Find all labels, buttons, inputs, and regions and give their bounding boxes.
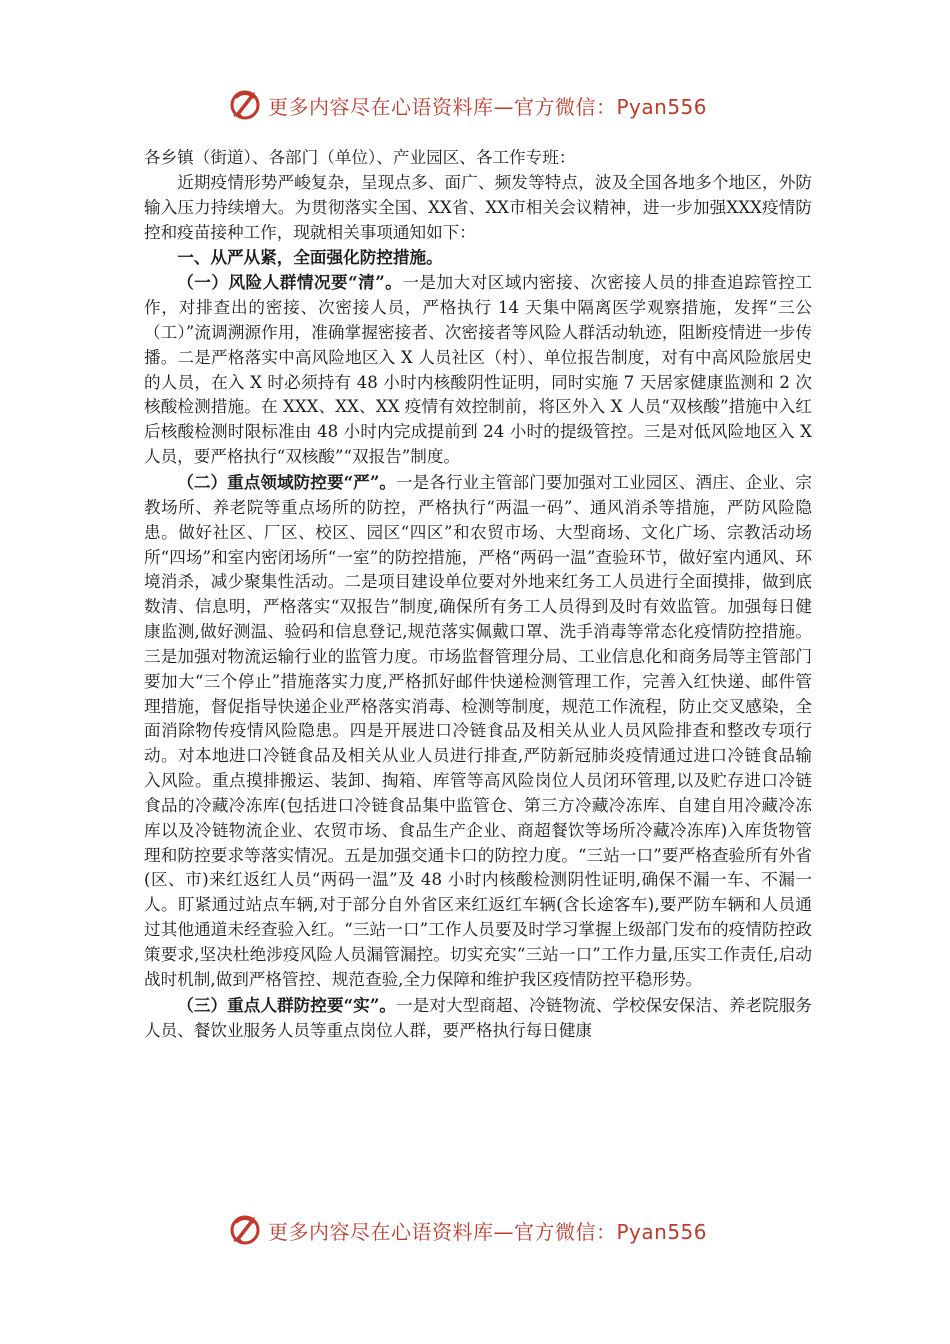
item-2-body: 一是各行业主管部门要加强对工业园区、酒庄、企业、宗教场所、养老院等重点场所的防控，严格执行“两温一码”、通风消杀等措施，严防风险隐患。做好社区、厂区、校区、园区“四区”和农贸市场、大型商场、文化广场、宗教活动场所“四场”和室内密闭场所“一室”的防控措施，严格“两码一温”查验环节，做好室内通风、环境消杀，减少聚集性活动。二是项目建设单位要对外地来红务工人员进行全面摸排，做到底数清、信息明，严格落实“双报告”制度,确保所有务工人员得到及时有效监管。加强每日健康监测,做好测温、验码和信息登记,规范落实佩戴口罩、洗手消毒等常态化疫情防控措施。三是加强对物流运输行业的监管力度。市场监督管理分局、工业信息化和商务局等主管部门要加大“三个停止”措施落实力度,严格抓好邮件快递检测管理工作，完善入红快递、邮件管理措施，督促指导快递企业严格落实消毒、检测等制度，规范工作流程，防止交叉感染，全面消除物传疫情风险隐患。四是开展进口冷链食品及相关从业人员风险排查和整改专项行动。对本地进口冷链食品及相关从业人员进行排查,严防新冠肺炎疫情通过进口冷链食品输入风险。重点摸排搬运、装卸、掏箱、库管等高风险岗位人员闭环管理,以及贮存进口冷链食品的冷藏冷冻库(包括进口冷链食品集中监管仓、第三方冷藏冷冻库、自建自用冷藏冷冻库以及冷链物流企业、农贸市场、食品生产企业、商超餐饮等场所冷藏冷冻库)入库货物管理和防控要求等落实情况。五是加强交通卡口的防控力度。“三站一口”要严格查验所有外省(区、市)来红返红人员“两码一温”及 48 小时内核酸检测阴性证明,确保不漏一车、不漏一人。盯紧通过站点车辆,对于部分自外省区来红返红车辆(含长途客车),要严防车辆和人员通过其他通道未经查验入红。“三站一口”工作人员要及时学习掌握上级部门发布的疫情防控政策要求,坚决杜绝涉疫风险人员漏管漏控。切实充实“三站一口”工作力量,压实工作责任,启动战时机制,做到严格管控、规范查验,全力保障和维护我区疫情防控平稳形势。	[144, 472, 812, 989]
section-heading-1: 一、从严从紧，全面强化防控措施。	[177, 247, 443, 268]
item-1-title: （一）风险人群情况要“清”。	[177, 272, 403, 293]
item-2-paragraph	[144, 470, 812, 993]
item-3-paragraph	[144, 993, 812, 1044]
logo-icon	[228, 88, 262, 122]
item-1-paragraph	[144, 270, 812, 470]
footer-banner	[228, 1213, 748, 1247]
banner-text: 更多内容尽在心语资料库—官方微信：Pyan556	[268, 1219, 708, 1244]
item-1-body: 一是加大对区域内密接、次密接人员的排查追踪管控工作，对排查出的密接、次密接人员，严格执行 14 天集中隔离医学观察措施，发挥“三公（工）”流调溯源作用，准确掌握密接者、次密接者等风险人群活动轨迹，阻断疫情进一步传播。二是严格落实中高风险地区入 X 人员社区（村）、单位报告制度，对有中高风险旅居史的人员，在入 X 时必须持有 48 小时内核酸阴性证明，同时实施 7 天居家健康监测和 2 次核酸检测措施。在 XXX、XX、XX 疫情有效控制前，将区外入 X 人员“双核酸”措施中入红后核酸检测时限标准由 48 小时内完成提前到 24 小时的提级管控。三是对低风险地区入 X 人员，要严格执行“双核酸”“双报告”制度。	[144, 273, 812, 467]
item-3-title: （三）重点人群防控要“实”。	[177, 994, 397, 1015]
banner-text: 更多内容尽在心语资料库—官方微信：Pyan556	[268, 94, 708, 119]
intro-paragraph: 近期疫情形势严峻复杂，呈现点多、面广、频发等特点，波及全国各地多个地区，外防输入压力持续增大。为贯彻落实全国、XX省、XX市相关会议精神，进一步加强XXX疫情防控和疫苗接种工作，现就相关事项通知如下：	[144, 172, 812, 242]
item-3-body: 一是对大型商超、冷链物流、学校保安保洁、养老院服务人员、餐饮业服务人员等重点岗位人群，要严格执行每日健康	[144, 995, 812, 1040]
salutation: 各乡镇（街道）、各部门（单位）、产业园区、各工作专班：	[144, 148, 576, 167]
logo-icon	[228, 1213, 262, 1247]
document-body	[144, 146, 812, 1043]
header-banner	[228, 88, 748, 122]
item-2-title: （二）重点领域防控要“严”。	[177, 471, 397, 492]
